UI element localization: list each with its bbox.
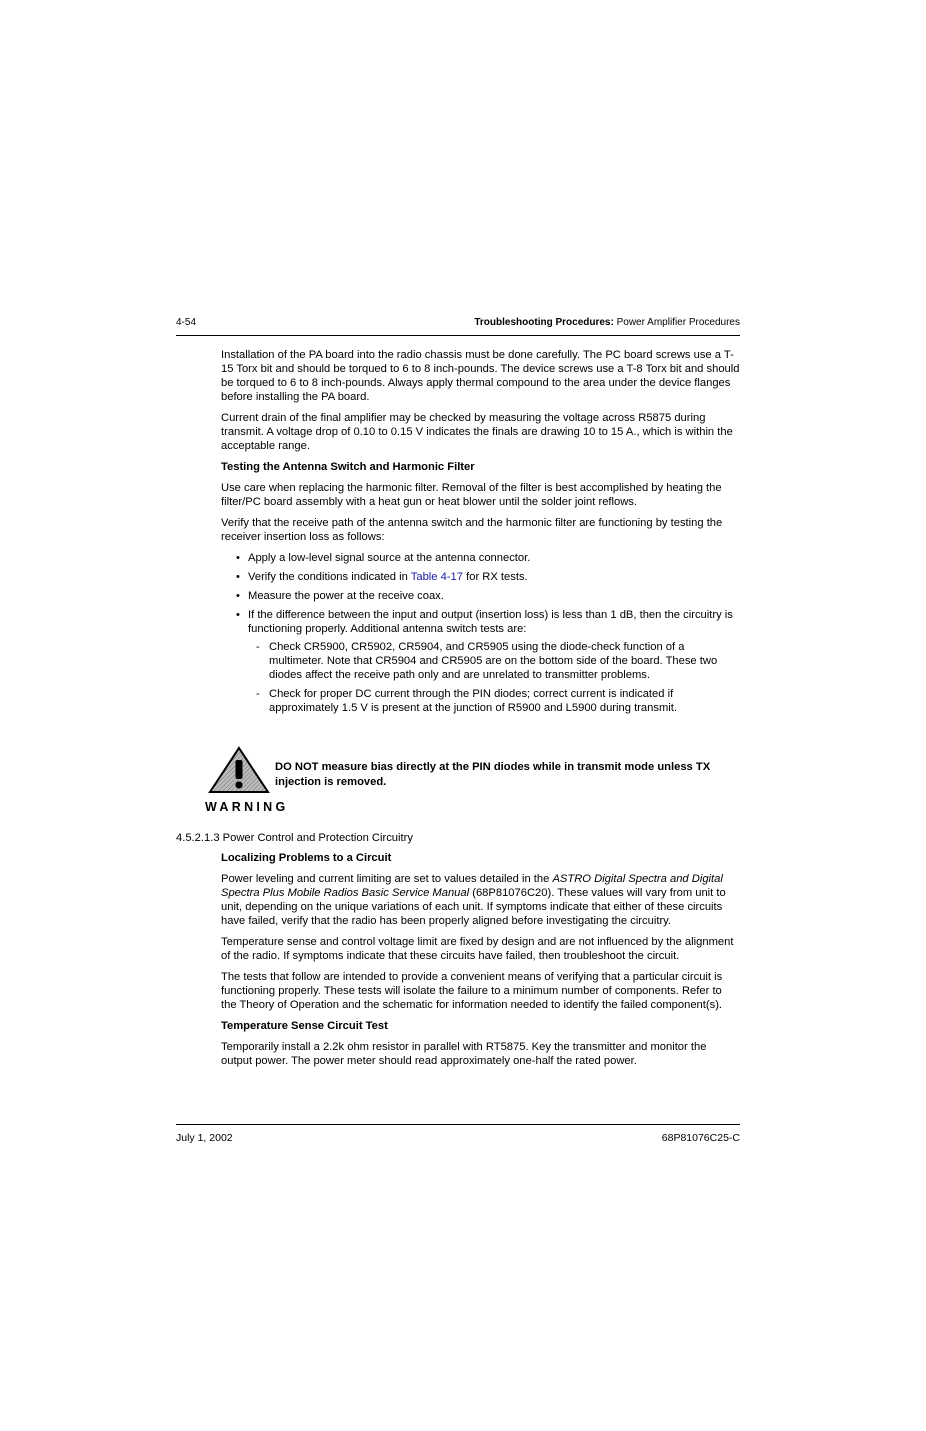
warning-text: DO NOT measure bias directly at the PIN diodes while in transmit mode unless TX injection is removed. xyxy=(275,761,711,788)
paragraph-power-leveling xyxy=(221,872,740,928)
body-text-upper xyxy=(221,348,740,720)
running-title xyxy=(474,317,740,328)
list-item: - Check for proper DC current through the PIN diodes; correct current is indicated if approximately 1.5 V is present at the junction of R5900 and L5900 during transmit. xyxy=(248,687,740,715)
paragraph-current-drain: Current drain of the final amplifier may be checked by measuring the voltage across R5875 during transmit. A voltage drop of 0.10 to 0.15 V indicates the finals are drawing 10 to 15 A., which is within the acceptable range. xyxy=(221,412,733,452)
section-number: 4.5.2.1.3 xyxy=(176,832,220,844)
warning-label: WARNING xyxy=(205,800,289,814)
footer-date: July 1, 2002 xyxy=(176,1132,233,1144)
paragraph-temperature-sense: Temperature sense and control voltage limit are fixed by design and are not influenced by the alignment of the radio. If symptoms indicate that these circuits have failed, then troubleshoot the circuit. xyxy=(221,936,734,962)
p1-post: (68P81076C20). These values will vary from unit to unit, depending on the unique variations of each unit. If symptoms indicate that either of these circuits have failed, verify that the radio has been properly aligned before investigating the circuitry. xyxy=(221,887,726,927)
paragraph-harmonic-filter: Use care when replacing the harmonic filter. Removal of the filter is best accomplished by heating the filter/PC board assembly with a heat gun or heat blower until the solder joint reflows. xyxy=(221,482,722,508)
test-steps-list xyxy=(221,551,740,715)
list-item xyxy=(221,608,740,715)
list-item: - Check CR5900, CR5902, CR5904, and CR5905 using the diode-check function of a multimeter. Note that CR5904 and CR5905 are on the bottom side of the board. These two diodes affect the receive path only and are unrelated to transmitter problems. xyxy=(248,640,740,682)
body-text-lower xyxy=(221,851,740,1075)
paragraph-tests-follow: The tests that follow are intended to provide a convenient means of verifying that a particular circuit is functioning properly. These tests will isolate the failure to a minimum number of components. Refer to the Theory of Operation and the schematic for information needed to identify the failed component(s). xyxy=(221,971,723,1011)
running-title-rest: Power Amplifier Procedures xyxy=(613,317,740,328)
page-header xyxy=(176,317,740,331)
footer-doc-number: 68P81076C25-C xyxy=(661,1132,740,1144)
list-item xyxy=(221,570,740,584)
paragraph-verify-receive: Verify that the receive path of the antenna switch and the harmonic filter are functioning by testing the receiver insertion loss as follows: xyxy=(221,517,723,543)
table-4-17-link[interactable]: Table 4-17 xyxy=(410,571,463,583)
section-title: Power Control and Protection Circuitry xyxy=(222,832,413,844)
p1-pre: Power leveling and current limiting are set to values detailed in the xyxy=(221,873,553,885)
bullet2-post: for RX tests. xyxy=(463,571,528,583)
page-number: 4-54 xyxy=(176,317,197,328)
heading-antenna-switch: Testing the Antenna Switch and Harmonic Filter xyxy=(221,461,475,473)
heading-temperature-test: Temperature Sense Circuit Test xyxy=(221,1020,388,1032)
additional-tests-list xyxy=(248,640,740,715)
running-title-bold: Troubleshooting Procedures: xyxy=(474,317,614,328)
warning-box xyxy=(203,746,740,818)
paragraph-temperature-test: Temporarily install a 2.2k ohm resistor in parallel with RT5875. Key the transmitter and monitor the output power. The power meter should read approximately one-half the rated power. xyxy=(221,1041,707,1067)
heading-localizing: Localizing Problems to a Circuit xyxy=(221,852,392,864)
list-item: • Measure the power at the receive coax. xyxy=(221,589,740,603)
list-item: • Apply a low-level signal source at the antenna connector. xyxy=(221,551,740,565)
bullet2-pre: Verify the conditions indicated in xyxy=(248,571,411,583)
header-rule xyxy=(176,335,740,336)
footer-rule xyxy=(176,1124,740,1125)
section-heading xyxy=(176,832,413,844)
bullet4-text: If the difference between the input and output (insertion loss) is less than 1 dB, then the circuitry is functioning properly. Additional antenna switch tests are: xyxy=(248,609,733,635)
manual-title: ASTRO Digital Spectra and Digital Spectra Plus Mobile Radios Basic Service Manual xyxy=(221,873,723,899)
paragraph-installation: Installation of the PA board into the radio chassis must be done carefully. The PC board screws use a T-15 Torx bit and should be torqued to 6 to 8 inch-pounds. The device screws use a T-8 Torx bit and should be torqued to 6 to 8 inch-pounds. Always apply thermal compound to the area under the device flanges before installing the PA board. xyxy=(221,349,740,403)
warning-triangle-icon xyxy=(208,746,270,794)
